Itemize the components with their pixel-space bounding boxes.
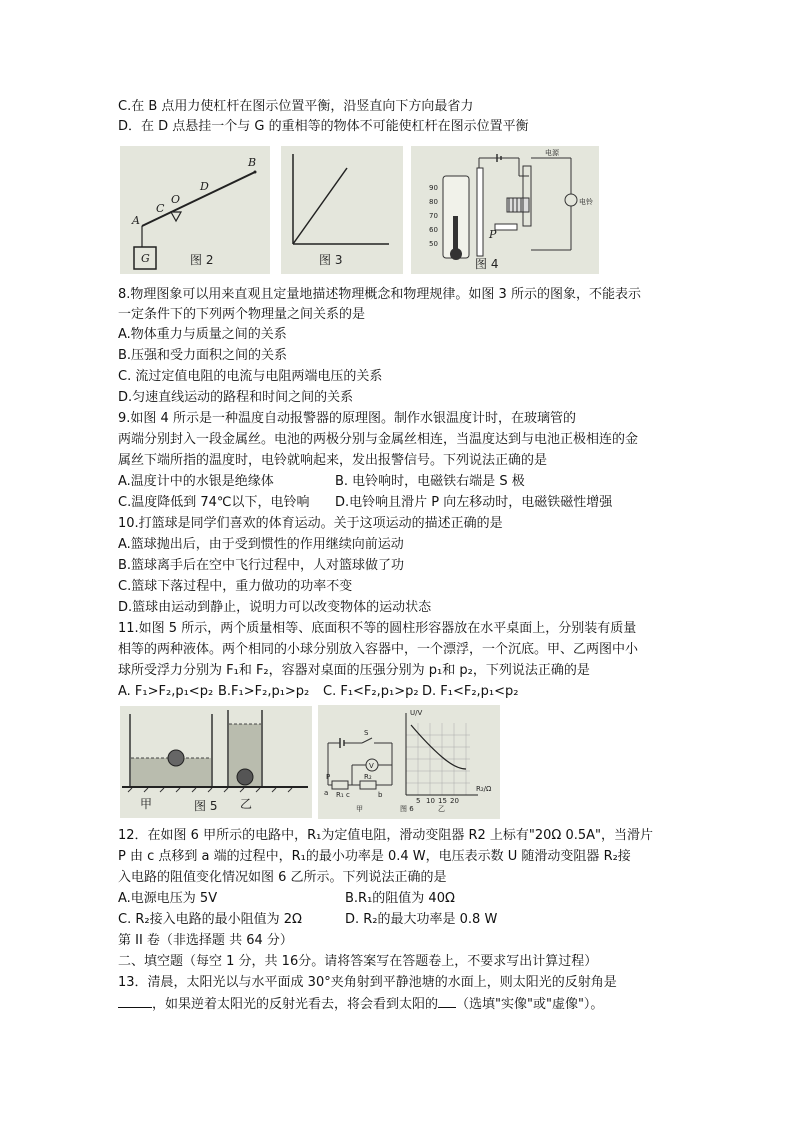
label-D: D [200,180,209,193]
q12-stem-3: 入电路的阻值变化情况如图 6 乙所示。下列说法正确的是 [118,870,447,885]
q13-line-2 [118,995,603,1014]
r2-label: R₂ [364,773,372,781]
q8-option-b: B.压强和受力面积之间的关系 [118,348,288,363]
q12-stem-1: 12．在如图 6 甲所示的电路中，R₁为定值电阻，滑动变阻器 R2 上标有"20Ω 0.5A"，当滑片 [118,828,654,843]
point-c-label: c [346,791,350,799]
figure-6-circuit [318,705,500,819]
switch-label: S [364,729,369,737]
q11-option-c: C. F₁<F₂,p₁>p₂ [323,684,419,699]
q9-stem-3: 属丝下端所指的温度时，电铃就响起来，发出报警信号。下列说法正确的是 [118,453,548,468]
x-tick-20: 20 [450,797,459,805]
slider-label: P [326,773,331,781]
label-O: O [171,193,181,206]
label-G: G [141,252,150,265]
end-b-label: b [378,791,383,799]
q10-option-a: A.篮球抛出后，由于受到惯性的作用继续向前运动 [118,537,404,552]
x-axis-label: R₂/Ω [476,785,492,793]
scale-80: 80 [429,198,438,206]
fulcrum-icon [171,212,181,221]
q9-option-a: A.温度计中的水银是绝缘体 [118,474,274,489]
answer-blank-1[interactable] [118,995,152,1008]
q11-stem-3: 球所受浮力分别为 F₁和 F₂，容器对桌面的压强分别为 p₁和 p₂，下列说法正确的是 [118,663,590,678]
figure-6-caption: 图 6 [400,805,414,813]
q12-stem-2: P 由 c 点移到 a 端的过程中，R₁的最小功率是 0.4 W，电压表示数 U 随滑动变阻器 R₂接 [118,849,631,864]
bell-label: 电铃 [579,198,593,206]
label-C: C [156,202,165,215]
q10-option-d: D.篮球由运动到静止，说明力可以改变物体的运动状态 [118,600,432,615]
q11-stem-2: 相等的两种液体。两个相同的小球分别放入容器中，一个漂浮，一个沉底。甲、乙两图中小 [118,642,639,657]
scale-70: 70 [429,212,438,220]
figure-3-caption: 图 3 [319,253,343,267]
q8-option-d: D.匀速直线运动的路程和时间之间的关系 [118,390,354,405]
label-B: B [248,156,257,169]
q10-option-c: C.篮球下落过程中，重力做功的功率不变 [118,579,353,594]
q12-option-a: A.电源电压为 5V [118,891,218,906]
q10-stem: 10.打篮球是同学们喜欢的体育运动。关于这项运动的描述正确的是 [118,516,503,531]
x-tick-10: 10 [426,797,435,805]
q11-option-a: A. F₁>F₂,p₁<p₂ [118,684,214,699]
x-tick-15: 15 [438,797,447,805]
q9-stem-1: 9.如图 4 所示是一种温度自动报警器的原理图。制作水银温度计时，在玻璃管的 [118,411,576,426]
q11-option-b: B.F₁>F₂,p₁>p₂ [218,684,310,699]
power-label: 电源 [545,149,559,157]
q8-stem-2: 一定条件下的下列两个物理量之间关系的是 [118,307,366,322]
figure-4-caption: 图 4 [475,257,499,271]
section-2-subtitle: 二、填空题（每空 1 分，共 16分。请将答案写在答题卷上，不要求写出计算过程） [118,954,598,969]
figure-6-right-label: 乙 [438,805,445,813]
scale-50: 50 [429,240,438,248]
q11-option-d: D. F₁<F₂,p₁<p₂ [422,684,519,699]
figure-2-lever [120,146,270,274]
section-2-title: 第 II 卷（非选择题 共 64 分） [118,933,293,948]
q12-option-d: D. R₂的最大功率是 0.8 W [345,912,498,927]
x-tick-5: 5 [416,797,421,805]
q9-stem-2: 两端分别封入一段金属丝。电池的两极分别与金属丝相连，当温度达到与电池正极相连的金 [118,432,639,447]
bell-icon [565,194,577,206]
q8-stem-1: 8.物理图象可以用来直观且定量地描述物理概念和物理规律。如图 3 所示的图象，不能表示 [118,287,641,302]
figure-6-left-label: 甲 [356,805,363,813]
r1-label: R₁ [336,791,344,799]
figure-4-alarm [411,146,599,274]
q9-option-d: D.电铃响且滑片 P 向左移动时，电磁铁磁性增强 [335,495,613,510]
q13-line-2-mid: ，如果逆着太阳光的反射光看去，将会看到太阳的 [152,997,439,1012]
figure-3-graph [281,146,403,274]
q9-option-c: C.温度降低到 74℃以下，电铃响 [118,495,310,510]
figure-5-caption: 图 5 [194,799,218,813]
q7-option-d: D．在 D 点悬挂一个与 G 的重相等的物体不可能使杠杆在图示位置平衡 [118,119,529,134]
figure-5-right-label: 乙 [240,797,253,811]
scale-60: 60 [429,226,438,234]
label-A: A [132,214,140,227]
end-a-label: a [324,789,329,797]
scale-90: 90 [429,184,438,192]
q8-option-a: A.物体重力与质量之间的关系 [118,327,287,342]
label-P: P [489,228,497,241]
figure-2-caption: 图 2 [190,253,214,267]
q7-option-c: C.在 B 点用力使杠杆在图示位置平衡，沿竖直向下方向最省力 [118,99,474,114]
q8-option-c: C. 流过定值电阻的电流与电阻两端电压的关系 [118,369,383,384]
q12-option-b: B.R₁的阻值为 40Ω [345,891,455,906]
q10-option-b: B.篮球离手后在空中飞行过程中，人对篮球做了功 [118,558,405,573]
q9-option-b: B. 电铃响时，电磁铁右端是 S 极 [335,474,525,489]
y-axis-label: U/V [410,709,423,717]
q12-option-c: C. R₂接入电路的最小阻值为 2Ω [118,912,302,927]
q11-stem-1: 11.如图 5 所示，两个质量相等、底面积不等的圆柱形容器放在水平桌面上，分别装有质量 [118,621,637,636]
voltmeter-label: V [369,762,374,770]
q13-line-2-end: （选填"实像"或"虚像"）。 [456,997,604,1012]
figure-5-containers [120,706,312,818]
figure-5-left-label: 甲 [140,797,153,811]
q13-line-1: 13．清晨，太阳光以与水平面成 30°夹角射到平静池塘的水面上，则太阳光的反射角是 [118,975,617,990]
answer-blank-2[interactable] [438,995,456,1008]
